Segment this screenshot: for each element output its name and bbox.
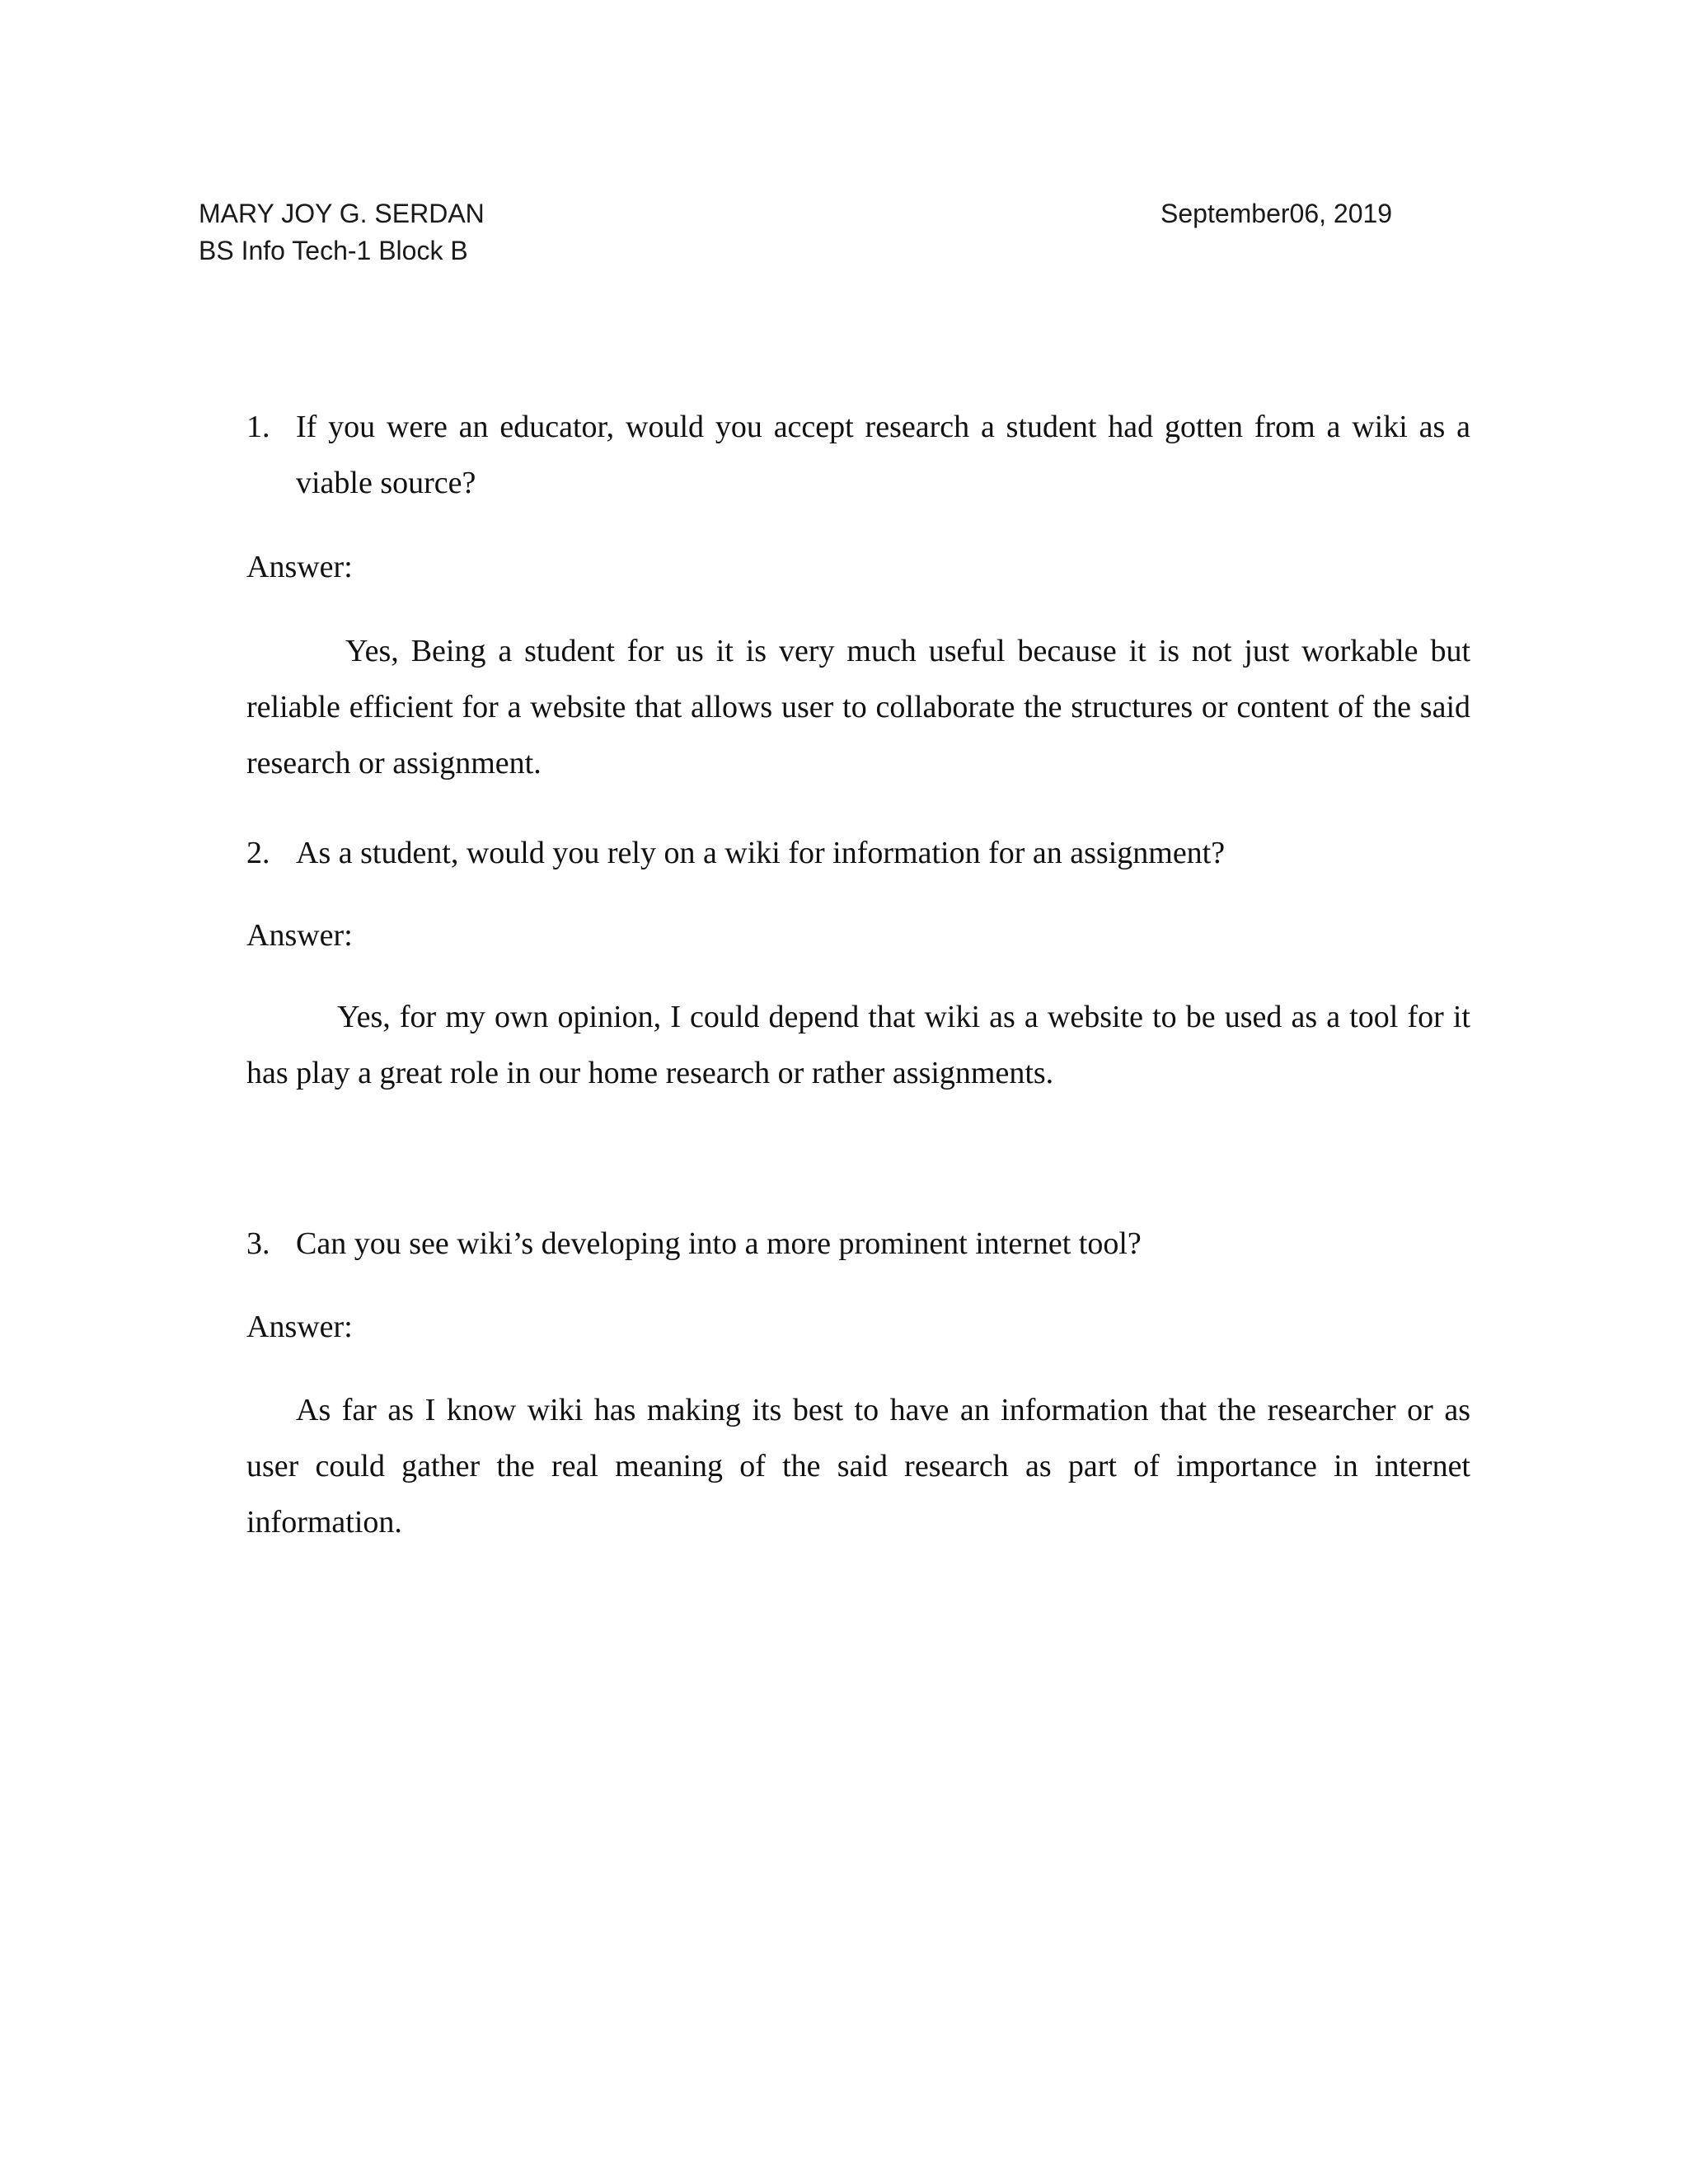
question-number: 3.	[246, 1226, 270, 1261]
question-number: 2.	[246, 836, 270, 870]
question-2	[246, 825, 1470, 881]
document-date: September06, 2019	[1160, 199, 1393, 228]
answer-label: Answer:	[246, 1310, 353, 1344]
question-3	[246, 1216, 1470, 1272]
question-text: Can you see wiki’s developing into a more prominent internet tool?	[296, 1226, 1142, 1261]
question-1	[246, 399, 1470, 511]
question-text: As a student, would you rely on a wiki for information for an assignment?	[296, 836, 1226, 870]
student-course: BS Info Tech-1 Block B	[199, 236, 468, 265]
answer-text: Yes, Being a student for us it is very much useful because it is not just workable but reliable efficient for a website that allows user to collaborate the structures or content of the said research or assignment.	[246, 634, 1470, 780]
student-name: MARY JOY G. SERDAN	[199, 199, 485, 228]
answer-label: Answer:	[246, 550, 353, 584]
answer-label: Answer:	[246, 918, 353, 953]
answer-text: As far as I know wiki has making its best to have an information that the researcher or as user could gather the real meaning of the said research as part of importance in internet information.	[246, 1393, 1470, 1540]
question-number: 1.	[246, 410, 270, 444]
answer-text: Yes, for my own opinion, I could depend that wiki as a website to be used as a tool for it has play a great role in our home research or rather assignments.	[246, 1000, 1470, 1090]
question-text: If you were an educator, would you accept research a student had gotten from a wiki as a viable source?	[296, 410, 1470, 500]
